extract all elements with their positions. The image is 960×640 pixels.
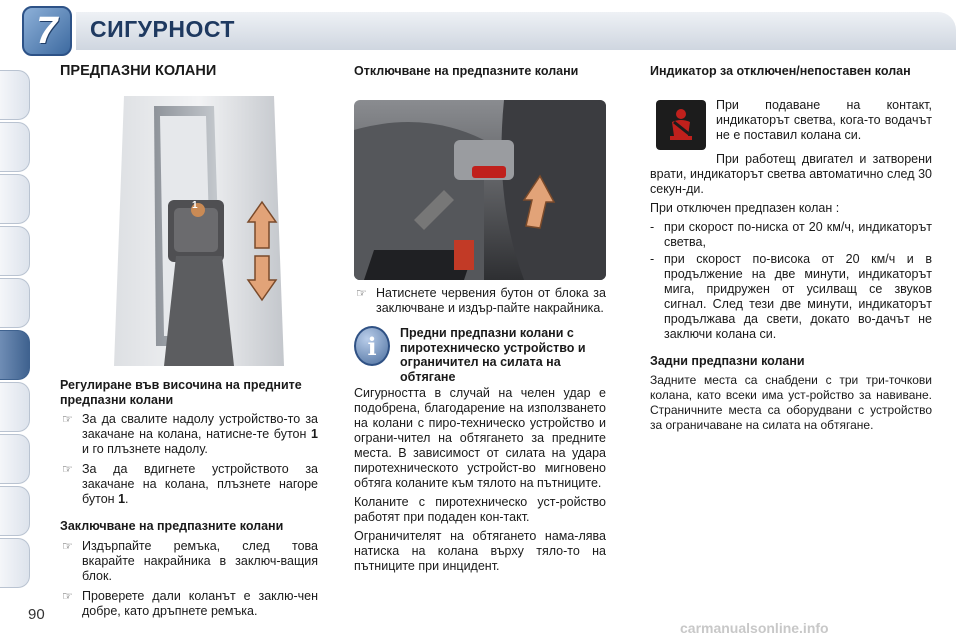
pyrotechnic-paragraph-1: Сигурността в случай на челен удар е подобрена, благодарение на използването на колани с пиро-техническо устройство и ограни-чител на обтягането за предните места. В зависимост от силата на удара пиротехническото устройст-во мигновено обтяга коланите към тялото на пътниците. bbox=[354, 386, 606, 490]
info-icon: i bbox=[354, 326, 390, 366]
rear-belts-paragraph: Задните места са снабдени с три три-точкови колана, като всеки има уст-ройство за навиване. Страничните места са оборудвани с устройство за ограничаване на силата на обтягане. bbox=[650, 372, 932, 432]
info-box bbox=[354, 326, 606, 384]
column-right-text bbox=[650, 152, 932, 433]
chapter-title: СИГУРНОСТ bbox=[90, 16, 235, 42]
belt-height-adjuster-illustration bbox=[94, 96, 308, 366]
chapter-number-badge: 7 bbox=[22, 6, 72, 56]
chapter-tab-3[interactable] bbox=[0, 174, 30, 224]
chapter-tab-4[interactable] bbox=[0, 226, 30, 276]
watermark: carmanualsonline.info bbox=[680, 620, 829, 636]
seatbelt-buckle-photo bbox=[354, 100, 606, 280]
chapter-tab-11[interactable] bbox=[0, 538, 30, 588]
hand-pointer-icon: ☞ bbox=[62, 412, 73, 426]
chapter-tab-2[interactable] bbox=[0, 122, 30, 172]
seatbelt-warning-icon bbox=[656, 100, 706, 150]
page-number: 90 bbox=[28, 606, 45, 623]
lock-heading: Заключване на предпазните колани bbox=[60, 519, 284, 533]
column-middle-text bbox=[354, 286, 606, 574]
figure-label-button-1: 1 bbox=[192, 200, 198, 211]
hand-pointer-icon: ☞ bbox=[62, 588, 73, 603]
chapter-tab-10[interactable] bbox=[0, 486, 30, 536]
indicator-text-right bbox=[716, 98, 932, 143]
chapter-tabs bbox=[0, 0, 34, 640]
seatbelt-warning-glyph bbox=[662, 106, 700, 144]
indicator-heading: Индикатор за отключен/непоставен колан bbox=[650, 64, 911, 78]
chapter-tab-1[interactable] bbox=[0, 70, 30, 120]
chapter-tab-9[interactable] bbox=[0, 434, 30, 484]
indicator-dash-2: - при скорост по-висока от 20 км/ч и в продължение на две минути, индикаторът мига, придружен от усилващ се звуков сигнал. След тези две минути, индикаторът продължава да свети, докато во-дачът не заключи колана си. bbox=[650, 252, 932, 341]
adjust-heading: Регулиране във височина на предните предпазни колани bbox=[60, 378, 302, 407]
column-right bbox=[650, 64, 932, 79]
info-heading: Предни предпазни колани с пиротехническо устройство и ограничител на силата на обтягане bbox=[400, 326, 586, 384]
rear-belts-heading: Задни предпазни колани bbox=[650, 354, 805, 368]
chapter-tab-8[interactable] bbox=[0, 382, 30, 432]
adjust-bullet-1: ☞ За да свалите надолу устройство-то за закачане на колана, натисне-те бутон 1 и го плъзнете надолу. bbox=[62, 412, 318, 456]
pyrotechnic-paragraph-3: Ограничителят на обтягането нама-лява натиска на колана върху тяло-то на пътниците при инцидент. bbox=[354, 529, 606, 573]
hand-pointer-icon: ☞ bbox=[62, 462, 73, 476]
column-left-text bbox=[60, 378, 318, 619]
column-middle bbox=[354, 64, 606, 79]
indicator-paragraph-2: При работещ двигател и затворени врати, индикаторът светва автоматично след 30 секун-ди. bbox=[650, 152, 932, 196]
unlock-bullet-1: ☞ Натиснете червения бутон от блока за заключване и издър-пайте накрайника. bbox=[356, 286, 606, 315]
section-title: ПРЕДПАЗНИ КОЛАНИ bbox=[60, 63, 217, 79]
hand-pointer-icon: ☞ bbox=[356, 286, 367, 300]
indicator-paragraph-1: При подаване на контакт, индикаторът светва, кога-то водачът не е поставил колана си. bbox=[716, 98, 932, 142]
belt-height-adjuster-photo bbox=[94, 96, 308, 366]
seatbelt-buckle-illustration bbox=[354, 100, 606, 280]
chapter-tab-7-active[interactable] bbox=[0, 330, 30, 380]
unlock-heading: Отключване на предпазните колани bbox=[354, 64, 579, 78]
indicator-dash-1: - при скорост по-ниска от 20 км/ч, индикаторът светва, bbox=[650, 220, 932, 249]
column-left bbox=[60, 64, 318, 79]
indicator-paragraph-3: При отключен предпазен колан : bbox=[650, 201, 840, 215]
hand-pointer-icon: ☞ bbox=[62, 538, 73, 553]
chapter-tab-5[interactable] bbox=[0, 278, 30, 328]
adjust-bullet-2: ☞ За да вдигнете устройството за закачане на колана, плъзнете нагоре бутон 1. bbox=[62, 462, 318, 506]
lock-bullet-2: ☞ Проверете дали коланът е заклю-чен добре, като дръпнете ремъка. bbox=[62, 588, 318, 618]
lock-bullet-1: ☞ Издърпайте ремъка, след това вкарайте накрайника в заключ-ващия блок. bbox=[62, 538, 318, 583]
pyrotechnic-paragraph-2: Коланите с пиротехническо уст-ройство работят при подаден кон-такт. bbox=[354, 495, 606, 524]
